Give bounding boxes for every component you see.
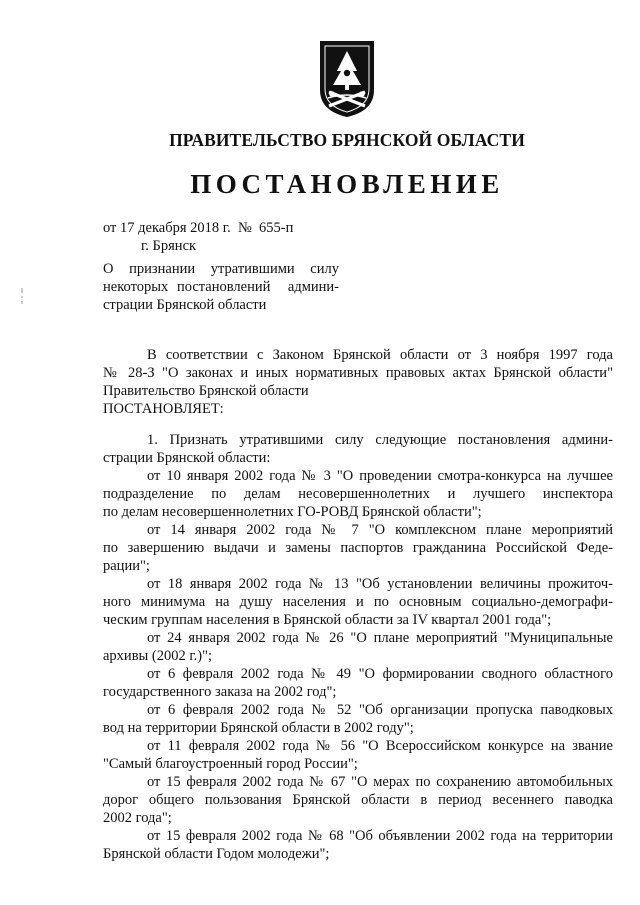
item-line: вод на территории Брянской области в 2002 году";: [103, 720, 414, 736]
item-line: от 15 февраля 2002 года № 68 "Об объявлении 2002 года на территории: [147, 828, 613, 844]
list-item: [103, 827, 613, 863]
subject-line: некоторых постановлений админи-: [103, 279, 339, 295]
item-line: от 24 января 2002 года № 26 "О плане мероприятий "Муниципальные: [147, 630, 613, 646]
subject-line: страции Брянской области: [103, 297, 267, 313]
list-item: [103, 665, 613, 701]
item-line: архивы (2002 г.)";: [103, 648, 213, 664]
subject-line: О признании утратившими силу: [103, 261, 339, 277]
list-item: [103, 467, 613, 521]
item-line: по делам несовершеннолетних ГО-РОВД Брянской области";: [103, 504, 482, 520]
item-line: ного минимума на душу населения и по основным социально-демографи-: [103, 594, 613, 610]
preamble-line: ПОСТАНОВЛЯЕТ:: [103, 401, 224, 417]
scan-margin-mark: [20, 287, 24, 305]
item-line: по завершению выдачи и замены паспортов гражданина Российской Феде-: [103, 540, 613, 556]
list-item: [103, 737, 613, 773]
item-line: 2002 года";: [103, 810, 172, 826]
item-line: ческим группам населения в Брянской области за IV квартал 2001 года";: [103, 612, 552, 628]
paragraph-gap: [103, 418, 613, 431]
list-item: [103, 521, 613, 575]
list-item: [103, 773, 613, 827]
preamble-line: В соответствии с Законом Брянской области от 3 ноября 1997 года: [147, 347, 613, 363]
item-line: от 11 февраля 2002 года № 56 "О Всероссийском конкурсе на звание: [147, 738, 613, 754]
item-line: дорог общего пользования Брянской области в период весеннего паводка: [103, 792, 613, 808]
coat-of-arms-emblem: [318, 40, 376, 118]
list-item: [103, 575, 613, 629]
subject-block: [103, 260, 339, 314]
item-line: от 6 февраля 2002 года № 52 "Об организации пропуска паводковых: [147, 702, 613, 718]
preamble-line: № 28-З "О законах и иных нормативных правовых актах Брянской области": [103, 365, 613, 381]
item-line: подразделение по делам несовершеннолетних и лучшего инспектора: [103, 486, 613, 502]
item-line: "Самый благоустроенный город России";: [103, 756, 358, 772]
city-line: г. Брянск: [141, 238, 197, 254]
clause-line: страции Брянской области:: [103, 450, 271, 466]
item-line: рации";: [103, 558, 150, 574]
clause-line: 1. Признать утратившими силу следующие постановления админи-: [147, 432, 613, 448]
item-line: от 6 февраля 2002 года № 49 "О формировании сводного областного: [147, 666, 613, 682]
item-line: Брянской области Годом молодежи";: [103, 846, 330, 862]
item-line: государственного заказа на 2002 год";: [103, 684, 337, 700]
document-type-title: ПОСТАНОВЛЕНИЕ: [190, 169, 504, 199]
item-line: от 18 января 2002 года № 13 "Об установлении величины прожиточ-: [147, 576, 613, 592]
list-item: [103, 701, 613, 737]
government-title: ПРАВИТЕЛЬСТВО БРЯНСКОЙ ОБЛАСТИ: [169, 130, 525, 150]
list-item: [103, 629, 613, 665]
document-meta: [103, 219, 293, 255]
item-line: от 14 января 2002 года № 7 "О комплексном плане мероприятий: [147, 522, 613, 538]
date-number-line: от 17 декабря 2018 г. № 655-п: [103, 220, 294, 236]
document-body: [103, 346, 613, 863]
preamble-line: Правительство Брянской области: [103, 383, 309, 399]
item-line: от 10 января 2002 года № 3 "О проведении смотра-конкурса на лучшее: [147, 468, 613, 484]
item-line: от 15 февраля 2002 года № 67 "О мерах по сохранению автомобильных: [147, 774, 613, 790]
